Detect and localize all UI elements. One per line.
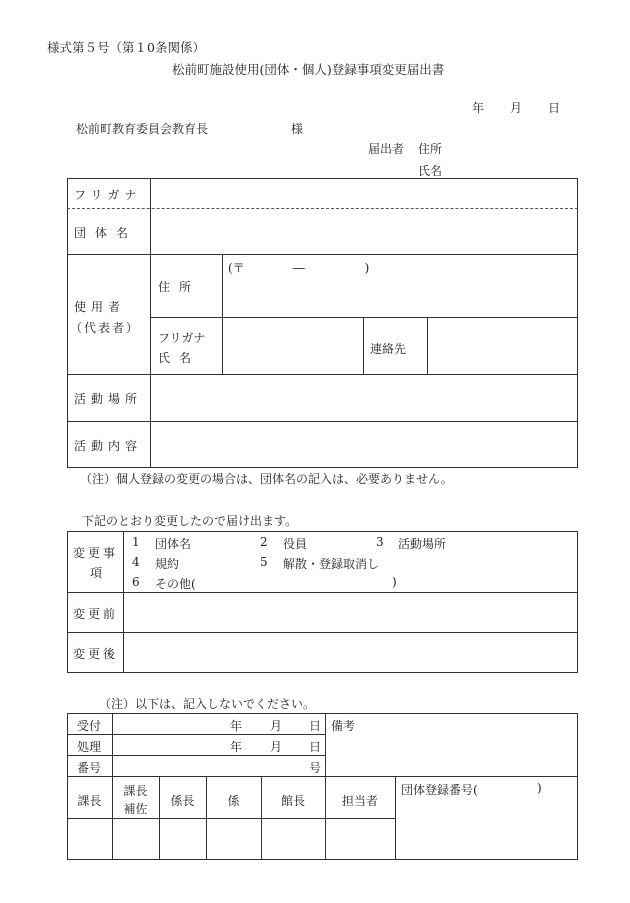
chief-label: 課長 <box>77 794 102 808</box>
deputy-label-1: 課長 <box>123 784 148 798</box>
furigana-label-2: フリガナ <box>158 331 206 345</box>
change-item-label: 変更事 <box>73 546 119 560</box>
received-month: 月 <box>270 719 283 733</box>
option-no-3: 3 <box>376 535 384 549</box>
activity-content-label: 活動内容 <box>74 439 143 453</box>
furigana-label: フリガナ <box>74 188 142 202</box>
person-in-charge-label: 担当者 <box>341 794 378 808</box>
option-officers: 役員 <box>283 537 308 551</box>
address-label: 住所 <box>158 280 201 294</box>
registration-number-close: ) <box>537 781 542 795</box>
lead-text: 下記のとおり変更したので届け出ます。 <box>82 514 298 528</box>
option-dissolution: 解散・登録取消し <box>283 557 380 571</box>
after-label: 変更後 <box>73 647 119 661</box>
note-individual: （注）個人登録の変更の場合は、団体名の記入は、必要ありません。 <box>80 472 453 486</box>
before-label: 変更前 <box>73 607 119 621</box>
registration-table <box>67 178 578 468</box>
submitter-label: 届出者 <box>368 142 405 156</box>
date-year: 年 <box>472 101 485 115</box>
option-no-4: 4 <box>132 555 140 569</box>
user-label: 使用者 <box>74 300 126 314</box>
processed-day: 日 <box>309 740 322 754</box>
processed-month: 月 <box>270 740 283 754</box>
received-year: 年 <box>230 719 243 733</box>
date-month: 月 <box>510 101 523 115</box>
change-table <box>67 531 578 673</box>
number-label: 番号 <box>77 761 102 775</box>
number-suffix: 号 <box>309 761 322 775</box>
note-office-use: （注）以下は、記入しないでください。 <box>99 697 316 711</box>
option-group-name: 団体名 <box>155 537 192 551</box>
director-label: 館長 <box>280 794 305 808</box>
processed-label: 処理 <box>77 740 102 754</box>
group-name-label: 団体名 <box>74 226 138 240</box>
option-activity-place: 活動場所 <box>398 537 447 551</box>
postal-code: (〒 ― ) <box>228 261 370 275</box>
submitter-address-label: 住所 <box>418 142 443 156</box>
change-item-label-2: 項 <box>90 566 103 580</box>
representative-label: （代表者） <box>70 321 141 335</box>
deputy-label-2: 補佐 <box>123 802 148 816</box>
contact-label: 連絡先 <box>370 342 407 356</box>
submitter-name-label: 氏名 <box>418 164 443 178</box>
option-no-2: 2 <box>260 535 268 549</box>
form-title: 松前町施設使用(団体・個人)登録事項変更届出書 <box>172 62 445 77</box>
section-chief-label: 係長 <box>170 794 195 808</box>
processed-year: 年 <box>230 740 243 754</box>
addressee: 松前町教育委員会教育長 <box>76 122 209 136</box>
honorific: 様 <box>291 122 304 136</box>
option-other-close: ) <box>392 575 397 589</box>
option-no-6: 6 <box>132 575 140 589</box>
received-label: 受付 <box>77 719 102 733</box>
option-other: その他( <box>155 577 196 591</box>
registration-number-label: 団体登録番号( <box>401 783 478 797</box>
remarks-label: 備考 <box>331 719 356 733</box>
option-no-5: 5 <box>260 555 268 569</box>
activity-place-label: 活動場所 <box>74 392 143 406</box>
staff-label: 係 <box>227 794 240 808</box>
option-no-1: 1 <box>132 535 140 549</box>
date-day: 日 <box>548 101 561 115</box>
form-number: 様式第５号（第１0条関係） <box>47 40 205 55</box>
received-day: 日 <box>309 719 322 733</box>
option-rules: 規約 <box>155 557 180 571</box>
name-label: 氏名 <box>158 351 201 365</box>
